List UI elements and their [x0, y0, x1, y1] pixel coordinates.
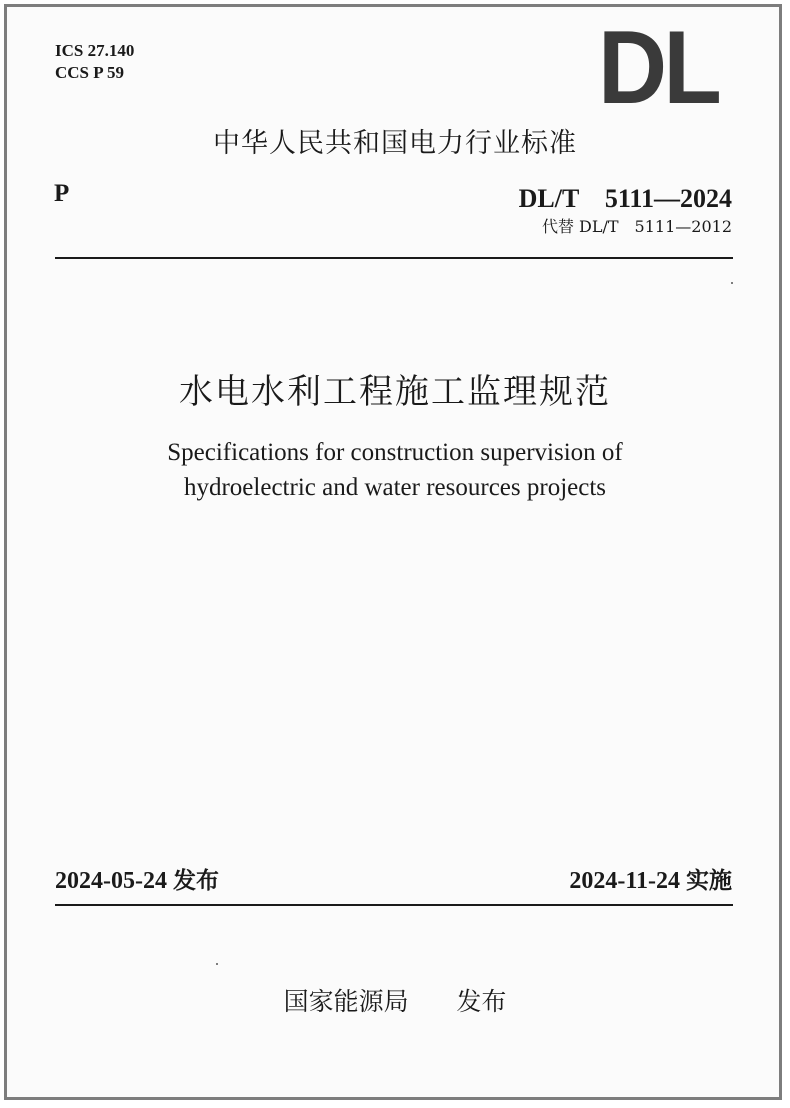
title-english — [0, 435, 790, 505]
publisher-name: 国家能源局 — [283, 987, 409, 1016]
title-english-line-2: hydroelectric and water resources projects — [183, 474, 607, 501]
document-page — [4, 4, 782, 1100]
issue-label: 发布 — [172, 868, 219, 894]
issue-date: 2024-05-24 — [55, 868, 167, 894]
ics-code: ICS 27.140 — [55, 41, 135, 60]
effective-label: 实施 — [686, 868, 732, 894]
scan-speck — [731, 282, 733, 284]
effective-date: 2024-11-24 — [569, 868, 680, 894]
dl-logo: DL — [598, 10, 719, 126]
category-code: P — [54, 180, 70, 207]
title-english-line-1: Specifications for construction supervision of — [167, 439, 623, 466]
classification-codes — [55, 40, 134, 84]
issue-date-block — [55, 862, 219, 895]
replaces-standard: 代替 DL/T 5111—2012 — [541, 217, 732, 236]
publisher-label: 发布 — [456, 987, 507, 1016]
title-chinese: 水电水利工程施工监理规范 — [179, 372, 611, 412]
publisher-block — [0, 982, 790, 1018]
industry-standard-heading: 中华人民共和国电力行业标准 — [213, 128, 577, 159]
bottom-divider — [55, 904, 733, 906]
ccs-code: CCS P 59 — [55, 63, 124, 82]
standard-number: DL/T 5111—2024 — [518, 184, 732, 213]
scan-speck — [216, 963, 218, 965]
top-divider — [55, 257, 733, 259]
effective-date-block — [569, 862, 732, 895]
